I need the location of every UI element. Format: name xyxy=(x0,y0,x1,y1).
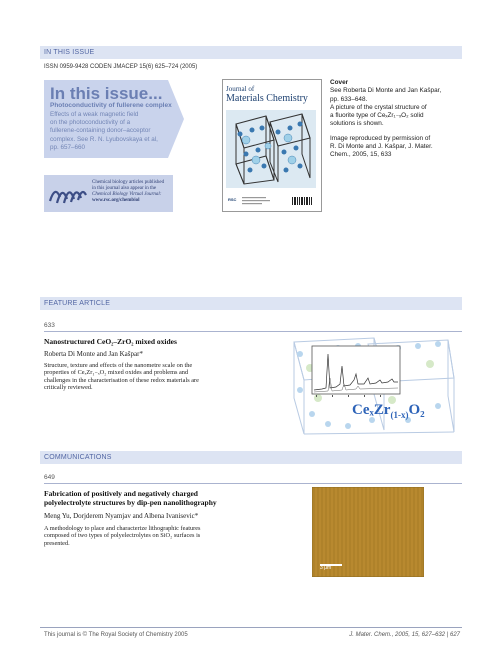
feature-authors: Roberta Di Monte and Jan Kašpar* xyxy=(44,350,143,358)
chembiol-line: Chemical biology articles published xyxy=(92,180,165,185)
cover-title-line1: Journal of xyxy=(226,85,255,93)
abstract-line: properties of CeₓZr₁₋ₓO₂ mixed oxides and problems and xyxy=(44,369,189,377)
formula-main: CeₓZr xyxy=(352,402,391,418)
section-header-label: COMMUNICATIONS xyxy=(44,454,112,461)
abstract-line: presented. xyxy=(44,539,70,547)
cover-crystal-structure xyxy=(226,110,316,188)
abstract-line: A methodology to place and characterize lithographic features xyxy=(44,525,201,532)
comm-abstract xyxy=(44,525,274,547)
cover-line: See Roberta Di Monte and Jan Kašpar, xyxy=(330,87,442,95)
cover-rsc-logo: RSC xyxy=(228,197,237,202)
comm-title-line: Fabrication of positively and negatively charged xyxy=(44,489,198,498)
cover-description xyxy=(330,79,462,160)
footer-rule xyxy=(40,627,462,628)
issn-line: ISSN 0959-9428 CODEN JMACEP 15(6) 625–724 (2005) xyxy=(44,64,198,70)
cover-title-line2: Materials Chemistry xyxy=(226,93,308,104)
callout-line: fullerene-containing donor–acceptor xyxy=(50,127,151,135)
callout-line: pp. 657–660 xyxy=(50,143,86,151)
chembiol-line: in this journal also appear in the xyxy=(92,186,157,191)
footer-citation: J. Mater. Chem., 2005, 15, 627–632 | 627 xyxy=(349,632,460,638)
feature-rule xyxy=(44,331,462,332)
feature-graphic xyxy=(288,334,456,438)
cover-heading: Cover xyxy=(330,79,349,86)
chembiol-text xyxy=(92,180,172,204)
cover-journal-title xyxy=(226,84,308,104)
callout-line: Effects of a weak magnetic field xyxy=(50,111,139,118)
comm-page-number: 649 xyxy=(44,474,55,481)
abstract-line: challenges in the characterisation of these redox materials are xyxy=(44,376,199,384)
comm-scale-bar-label: 3 μm xyxy=(320,565,332,571)
comm-title-line: polyelectrolyte structures by dip-pen nanolithography xyxy=(44,498,217,507)
callout-title: In this issue... xyxy=(50,84,163,103)
chembiol-helix-icon xyxy=(47,179,89,209)
abstract-line: composed of two types of polyelectrolytes on SiO₂ surfaces is xyxy=(44,532,201,540)
feature-page-number: 633 xyxy=(44,322,55,329)
feature-title[interactable]: Nanostructured CeO₂–ZrO₂ mixed oxides xyxy=(44,337,177,346)
callout-text xyxy=(50,111,178,152)
comm-rule xyxy=(44,483,462,484)
section-header-communications xyxy=(40,451,462,464)
section-header-label: FEATURE ARTICLE xyxy=(44,300,111,307)
callout-subtitle: Photoconductivity of fullerene complex xyxy=(50,102,172,109)
cover-line: solutions is shown. xyxy=(330,120,384,128)
cover-line: a fluorite type of CeₓZr₁₋ₓO₂ solid xyxy=(330,112,424,120)
chembiol-link[interactable]: www.rsc.org/chembiol xyxy=(92,198,140,203)
comm-authors: Meng Yu, Dorjderem Nyamjav and Albena Ivanisevic* xyxy=(44,512,199,520)
section-header-feature-article xyxy=(40,297,462,310)
callout-line: complex. See R. N. Lyubovskaya et al, xyxy=(50,135,158,143)
cover-footer-strip xyxy=(226,194,316,208)
cover-line: Image reproduced by permission of xyxy=(330,134,431,142)
feature-abstract xyxy=(44,362,274,392)
section-header-in-this-issue xyxy=(40,46,462,59)
cover-line: Chem., 2005, 15, 633 xyxy=(330,151,392,159)
comm-micrograph xyxy=(312,487,424,577)
chembiol-line: Chemical Biology Virtual Journal: xyxy=(92,192,162,197)
callout-line: on the photoconductivity of a xyxy=(50,119,131,127)
formula-sub: (1-x) xyxy=(390,410,409,420)
abstract-line: Structure, texture and effects of the nanometre scale on the xyxy=(44,362,193,369)
feature-graphic-formula xyxy=(352,401,425,420)
cover-line: A picture of the crystal structure of xyxy=(330,103,427,111)
cover-line: pp. 633–648. xyxy=(330,95,368,103)
footer-copyright: This journal is © The Royal Society of Chemistry 2005 xyxy=(44,632,188,638)
comm-title[interactable] xyxy=(44,489,217,507)
cover-line: R. Di Monte and J. Kašpar, J. Mater. xyxy=(330,143,433,151)
formula-end: O₂ xyxy=(408,402,425,418)
abstract-line: critically reviewed. xyxy=(44,384,93,392)
section-header-label: IN THIS ISSUE xyxy=(44,49,95,56)
